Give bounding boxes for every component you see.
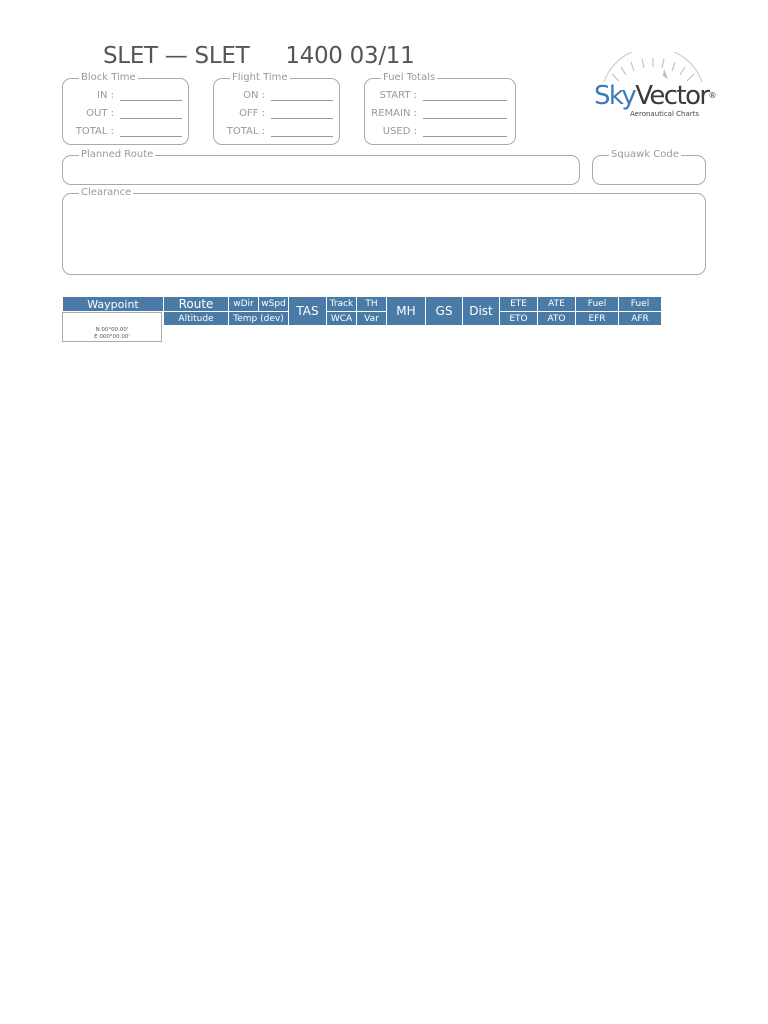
planned-route-legend: Planned Route: [81, 149, 154, 160]
temp-header: Temp (dev): [229, 312, 289, 326]
block-time-legend: Block Time: [81, 72, 136, 83]
ate-header: ATE: [538, 297, 576, 312]
block-out-field[interactable]: [120, 118, 182, 119]
logo-tagline: Aeronautical Charts: [630, 110, 700, 118]
waypoint-header: Waypoint: [63, 297, 164, 312]
efr-header: EFR: [576, 312, 619, 326]
wdir-header: wDir: [229, 297, 259, 312]
route-title: SLET — SLET: [103, 43, 250, 69]
track-header: Track: [327, 297, 357, 312]
fuel-totals-legend: Fuel Totals: [383, 72, 436, 83]
waypoint-cell: [62, 312, 162, 342]
flight-time-legend: Flight Time: [232, 72, 288, 83]
ato-header: ATO: [538, 312, 576, 326]
block-in-label: IN :: [97, 90, 114, 101]
logo-registered: ®: [708, 91, 717, 100]
fuel-remain-field[interactable]: [423, 118, 507, 119]
skyvector-logo: [592, 52, 717, 122]
var-header: Var: [357, 312, 387, 326]
th-header: TH: [357, 297, 387, 312]
waypoint-longitude: E 000°00.00': [94, 333, 130, 340]
altitude-header: Altitude: [164, 312, 229, 326]
planned-route-box[interactable]: [62, 150, 580, 185]
logo-vector-text: Vector: [635, 81, 709, 111]
fuel-remain-label: REMAIN :: [371, 108, 417, 119]
date-time: 1400 03/11: [285, 43, 415, 69]
flight-total-label: TOTAL :: [226, 126, 265, 137]
gs-header: GS: [426, 297, 463, 326]
block-out-label: OUT :: [86, 108, 114, 119]
fuel-start-label: START :: [379, 90, 417, 101]
wca-header: WCA: [327, 312, 357, 326]
squawk-code-legend: Squawk Code: [611, 149, 679, 160]
block-total-field[interactable]: [120, 136, 182, 137]
block-total-label: TOTAL :: [75, 126, 114, 137]
dist-header: Dist: [463, 297, 500, 326]
squawk-code-box[interactable]: [592, 150, 706, 185]
flight-on-label: ON :: [243, 90, 265, 101]
waypoint-latitude: N 00°00.00': [95, 327, 129, 333]
fuel-start-field[interactable]: [423, 100, 507, 101]
fuel-efr-header: Fuel: [576, 297, 619, 312]
afr-header: AFR: [619, 312, 662, 326]
fuel-used-field[interactable]: [423, 136, 507, 137]
clearance-box[interactable]: [62, 188, 706, 275]
route-header: Route: [164, 297, 229, 312]
flight-title: [103, 43, 414, 69]
wspd-header: wSpd: [259, 297, 289, 312]
mh-header: MH: [387, 297, 426, 326]
clearance-legend: Clearance: [81, 187, 132, 198]
logo-sky-text: Sky: [594, 81, 636, 111]
fuel-afr-header: Fuel: [619, 297, 662, 312]
fuel-used-label: USED :: [382, 126, 417, 137]
flight-on-field[interactable]: [271, 100, 333, 101]
flight-off-label: OFF :: [239, 108, 265, 119]
flight-total-field[interactable]: [271, 136, 333, 137]
flight-off-field[interactable]: [271, 118, 333, 119]
ete-header: ETE: [500, 297, 538, 312]
tas-header: TAS: [289, 297, 327, 326]
block-in-field[interactable]: [120, 100, 182, 101]
eto-header: ETO: [500, 312, 538, 326]
